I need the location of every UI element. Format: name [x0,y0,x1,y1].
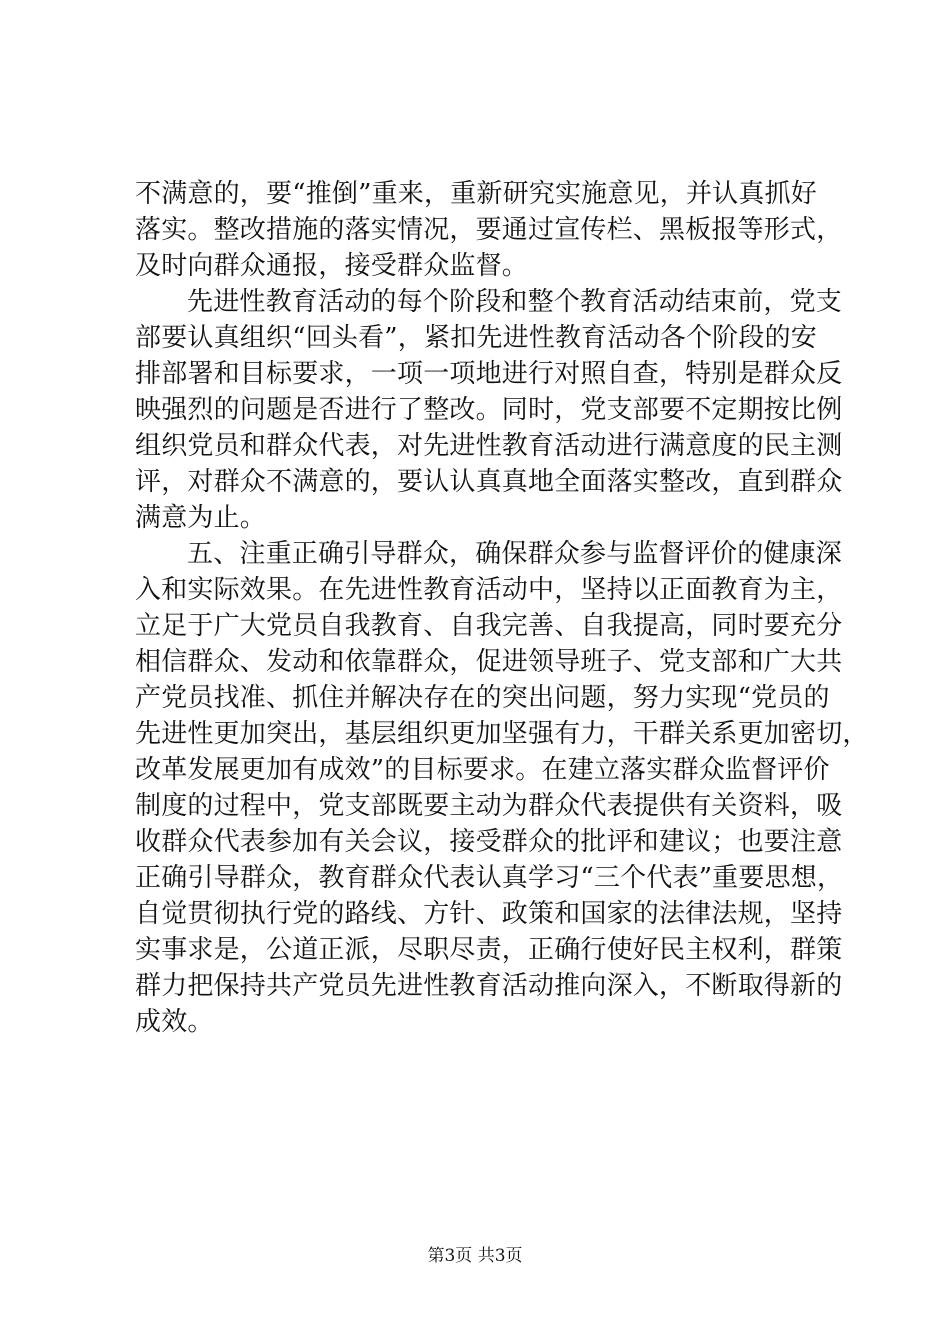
text-line: 组织党员和群众代表，对先进性教育活动进行满意度的民主测 [135,431,843,461]
text-line: 入和实际效果。在先进性教育活动中，坚持以正面教育为主， [135,575,843,605]
text-line: 先进性教育活动的每个阶段和整个教育活动结束前，党支 [187,287,843,317]
text-line: 落实。整改措施的落实情况，要通过宣传栏、黑板报等形式， [135,215,843,245]
text-line: 相信群众、发动和依靠群众，促进领导班子、党支部和广大共 [135,647,843,677]
page-number-footer: 第3页 共3页 [427,1246,523,1266]
text-line: 评，对群众不满意的，要认认真真地全面落实整改，直到群众 [135,467,843,497]
text-line: 映强烈的问题是否进行了整改。同时，党支部要不定期按比例 [135,395,843,425]
text-line: 实事求是，公道正派，尽职尽责，正确行使好民主权利，群策 [135,935,843,965]
paragraph-section-five [135,536,869,1040]
text-line: 部要认真组织“回头看”，紧扣先进性教育活动各个阶段的安 [135,323,817,353]
text-line: 成效。 [135,1007,214,1037]
text-line: 排部署和目标要求，一项一项地进行对照自查，特别是群众反 [135,359,843,389]
text-line: 群力把保持共产党员先进性教育活动推向深入，不断取得新的 [135,971,843,1001]
text-line: 先进性更加突出，基层组织更加坚强有力，干群关系更加密切， [135,719,869,749]
text-line: 收群众代表参加有关会议，接受群众的批评和建议；也要注意 [135,827,843,857]
paragraph-continuation [135,176,843,284]
text-line: 改革发展更加有成效”的目标要求。在建立落实群众监督评价 [135,755,830,785]
text-line: 正确引导群众，教育群众代表认真学习“三个代表”重要思想， [135,863,844,893]
document-body [135,176,869,1040]
text-line: 及时向群众通报，接受群众监督。 [135,251,529,281]
text-line: 制度的过程中，党支部既要主动为群众代表提供有关资料，吸 [135,791,843,821]
text-line: 满意为止。 [135,503,267,533]
text-line: 产党员找准、抓住并解决存在的突出问题，努力实现“党员的 [135,683,830,713]
text-line: 不满意的，要“推倒”重来，重新研究实施意见，并认真抓好 [135,179,817,209]
text-line: 五、注重正确引导群众，确保群众参与监督评价的健康深 [187,539,843,569]
paragraph-review [135,284,843,536]
text-line: 立足于广大党员自我教育、自我完善、自我提高，同时要充分 [135,611,843,641]
text-line: 自觉贯彻执行党的路线、方针、政策和国家的法律法规，坚持 [135,899,843,929]
